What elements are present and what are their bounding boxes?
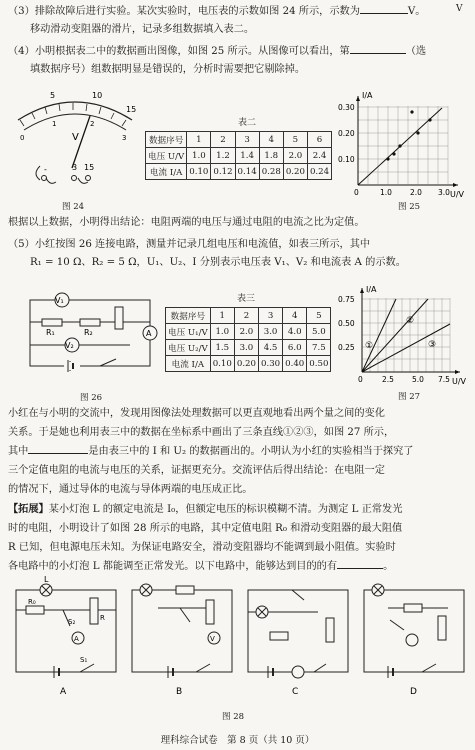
table-cell: 5: [283, 132, 307, 148]
terminal-3: 3: [72, 163, 78, 172]
scale-top-5: 5: [50, 91, 56, 100]
scale-inner-1: 1: [52, 120, 57, 128]
scale-top-10: 10: [92, 91, 103, 100]
fig26-r1: R₁: [46, 328, 55, 337]
fig27-caption: 图 27: [398, 392, 421, 402]
table-cell: 1.8: [259, 148, 283, 164]
line-1-label: ①: [365, 341, 374, 351]
question-3: [8, 2, 468, 39]
table-cell: 0.20: [234, 356, 258, 372]
table-cell: 5.0: [307, 324, 331, 340]
circuit-b: [132, 584, 232, 678]
paragraph-line: 其中: [8, 446, 29, 457]
fig27-xtick: 2.5: [382, 375, 394, 384]
scale-top-15: 15: [126, 105, 137, 114]
table-row: [166, 324, 331, 340]
table3: [165, 307, 331, 372]
fig25-ytick: 0.30: [338, 103, 355, 112]
line-1: [362, 299, 396, 372]
terminal-minus: -: [44, 165, 47, 174]
q3-line2: 移动滑动变阻器的滑片，记录多组数据填入表二。: [30, 24, 255, 35]
fig27-ylabel: I/A: [366, 285, 377, 294]
scale-inner-3: 3: [122, 134, 127, 142]
table-row: [166, 308, 331, 324]
fig26-caption: 图 26: [80, 393, 103, 403]
table-cell: 4: [259, 132, 283, 148]
extension-tag: 【拓展】: [8, 503, 49, 515]
fig27-ytick: 0.25: [338, 343, 355, 352]
fig25-ylabel: I/A: [362, 91, 373, 100]
scale-inner-0: 0: [20, 134, 25, 142]
table-cell: 3.0: [259, 324, 283, 340]
table-cell: 2: [211, 132, 235, 148]
table-cell: 2: [234, 308, 258, 324]
exchange-answer-blank[interactable]: [28, 442, 88, 454]
fig27-ytick: 0.75: [338, 295, 355, 304]
fig27-xlabel: U/V: [452, 377, 467, 386]
table-cell: 0.30: [259, 356, 283, 372]
option-b-label: B: [176, 687, 183, 697]
fig26-v2: V₂: [65, 341, 74, 350]
terminal-15: 15: [84, 163, 95, 172]
table-cell: 2.4: [307, 148, 331, 164]
option-c-label: C: [292, 687, 299, 697]
fig25-xtick: 0: [354, 188, 359, 197]
fig27-ytick: 0.50: [338, 319, 355, 328]
page-mark: V: [456, 4, 463, 14]
table-cell: 电流 I/A: [146, 164, 187, 180]
label-l: L: [44, 575, 49, 584]
q4-answer-blank[interactable]: [350, 42, 406, 54]
question-5: [8, 236, 468, 272]
table-cell: 数据序号: [146, 132, 187, 148]
table-cell: 2.0: [234, 324, 258, 340]
paragraph-line: 时的电阻，小明设计了如图 28 所示的电路，其中定值电阻 R₀ 和滑动变阻器的最大阻值: [8, 523, 403, 534]
table-cell: 3: [235, 132, 259, 148]
table-row: [146, 132, 332, 148]
paragraph-line: 关系。于是她也利用表三中的数据在坐标系中画出了三条直线①②③，如图 27 所示，: [8, 427, 395, 438]
table-cell: 0.20: [283, 164, 307, 180]
table-cell: 4: [283, 308, 307, 324]
q4-line2: 填数据序号）组数据明显是错误的，分析时需要把它剔除掉。: [30, 64, 306, 75]
table-cell: 4.0: [283, 324, 307, 340]
line-2-label: ②: [406, 316, 415, 326]
fig28-caption: 图 28: [222, 712, 245, 722]
table-cell: 4.5: [259, 340, 283, 356]
table2-title: 表二: [238, 118, 257, 128]
paragraph-line: 三个定值电阻的电流与电压的关系，证据更充分。交流评估后得出结论：在电阻一定: [8, 465, 385, 476]
label-s2: S₂: [68, 618, 76, 626]
q3-answer-blank[interactable]: [360, 2, 408, 14]
paragraph-line: 小红在与小明的交流中，发现用图像法处理数据可以更直观地看出两个量之间的变化: [8, 408, 385, 419]
paragraph-line: 是由表三中的 I 和 U₂ 的数据画出的。小明认为小红的实验相当于探究了: [88, 446, 414, 457]
q5-line1: （5）小红按图 26 连接电路，测量并记录几组电压和电流值，如表三所示，其中: [8, 239, 371, 250]
q4-line1-post: （选: [405, 46, 427, 57]
table-cell: 0.10: [210, 356, 234, 372]
table-cell: 1.0: [210, 324, 234, 340]
exchange-paragraph: [8, 404, 468, 499]
fig27-xtick: 7.5: [438, 375, 450, 384]
circuit-a: [16, 575, 116, 678]
extension-paragraph: [8, 500, 468, 576]
table-cell: 0.12: [211, 164, 235, 180]
table-cell: 0.50: [307, 356, 331, 372]
line-3: [362, 324, 450, 372]
table-cell: 1.0: [187, 148, 211, 164]
table-cell: 1.5: [210, 340, 234, 356]
q3-line1-pre: （3）排除故障后进行实验。某次实验时，电压表的示数如图 24 所示，示数为: [8, 6, 360, 17]
line-3-label: ③: [428, 340, 437, 350]
fig25-xtick: 1.0: [380, 188, 392, 197]
extension-answer-blank[interactable]: [337, 557, 383, 569]
fig28-circuits: [8, 575, 468, 705]
table-cell: 0.24: [307, 164, 331, 180]
page-footer: 理科综合试卷 第 8 页（共 10 页）: [160, 735, 315, 746]
voltmeter-symbol: V: [72, 132, 79, 143]
fig25-caption: 图 25: [398, 202, 421, 212]
table-cell: 7.5: [307, 340, 331, 356]
table-row: [166, 356, 331, 372]
table-cell: 0.14: [235, 164, 259, 180]
paragraph-line: 某小灯泡 L 的额定电流是 I₀，但额定电压的标识模糊不清。为测定 L 正常发光: [48, 504, 403, 515]
fig27-xtick: 0: [358, 375, 363, 384]
label-voltmeter: V: [210, 635, 215, 643]
table-cell: 6.0: [283, 340, 307, 356]
fig25-xtick: 2.0: [410, 188, 422, 197]
fig26-v1: V₁: [55, 296, 64, 305]
label-r: R: [100, 614, 105, 622]
table-row: [166, 340, 331, 356]
fig25-ytick: 0.20: [338, 129, 355, 138]
table-cell: 5: [307, 308, 331, 324]
table-cell: 电压 U₁/V: [166, 324, 211, 340]
fig25-ytick: 0.10: [338, 155, 355, 164]
fig26-ammeter: A: [146, 329, 152, 338]
label-ammeter: A: [74, 635, 79, 643]
table-cell: 0.10: [187, 164, 211, 180]
voltmeter-figure: [10, 86, 145, 211]
table-cell: 电流 I/A: [166, 356, 211, 372]
option-a-label: A: [60, 687, 67, 697]
table-cell: 0.40: [283, 356, 307, 372]
fig27-graph: [338, 284, 470, 392]
label-s1: S₁: [80, 656, 88, 664]
table-cell: 电压 U₂/V: [166, 340, 211, 356]
paragraph-line: 的情况下，通过导体的电流与导体两端的电压成正比。: [8, 484, 253, 495]
fig24-caption: 图 24: [62, 202, 85, 212]
table-cell: 2.0: [283, 148, 307, 164]
circuit-c: [248, 590, 348, 678]
circuit-d: [364, 584, 464, 678]
paragraph-line: 各电路中的小灯泡 L 都能调至正常发光。以下电路中，能够达到目的的有: [8, 561, 338, 572]
fig26-circuit: [20, 285, 170, 385]
fig26-r2: R₂: [84, 328, 93, 337]
table-cell: 1: [187, 132, 211, 148]
table-cell: 数据序号: [166, 308, 211, 324]
fig25-xtick: 3.0: [438, 188, 450, 197]
fig25-xlabel: U/V: [450, 190, 465, 199]
q5-line2: R₁ = 10 Ω、R₂ = 5 Ω，U₁、U₂、I 分别表示电压表 V₁、V₂ 和电流表 A 的示数。: [30, 257, 406, 268]
table2: [145, 131, 332, 180]
table-cell: 电压 U/V: [146, 148, 187, 164]
table-cell: 6: [307, 132, 331, 148]
scale-inner-2: 2: [90, 120, 95, 128]
table-row: [146, 148, 332, 164]
fig25-graph: [338, 88, 468, 206]
paragraph-line: 。: [383, 561, 394, 572]
label-r0: R₀: [28, 598, 36, 606]
table-cell: 1: [210, 308, 234, 324]
table-cell: 3: [259, 308, 283, 324]
table-cell: 0.28: [259, 164, 283, 180]
q3-line1-post: V。: [407, 6, 426, 17]
q4-line1-pre: （4）小明根据表二中的数据画出图像，如图 25 所示。从图像可以看出，第: [8, 46, 350, 57]
question-4: [8, 42, 468, 79]
option-d-label: D: [410, 687, 417, 697]
table-row: [146, 164, 332, 180]
table3-title: 表三: [237, 294, 256, 304]
table-cell: 3.0: [234, 340, 258, 356]
fig27-xtick: 5.0: [412, 375, 424, 384]
table-cell: 1.2: [211, 148, 235, 164]
table-cell: 1.4: [235, 148, 259, 164]
conclusion-text: 根据以上数据，小明得出结论：电阻两端的电压与通过电阻的电流之比为定值。: [8, 217, 365, 228]
paragraph-line: R 已知，但电源电压未知。为保证电路安全，滑动变阻器均不能调到最小阻值。实验时: [8, 542, 396, 553]
